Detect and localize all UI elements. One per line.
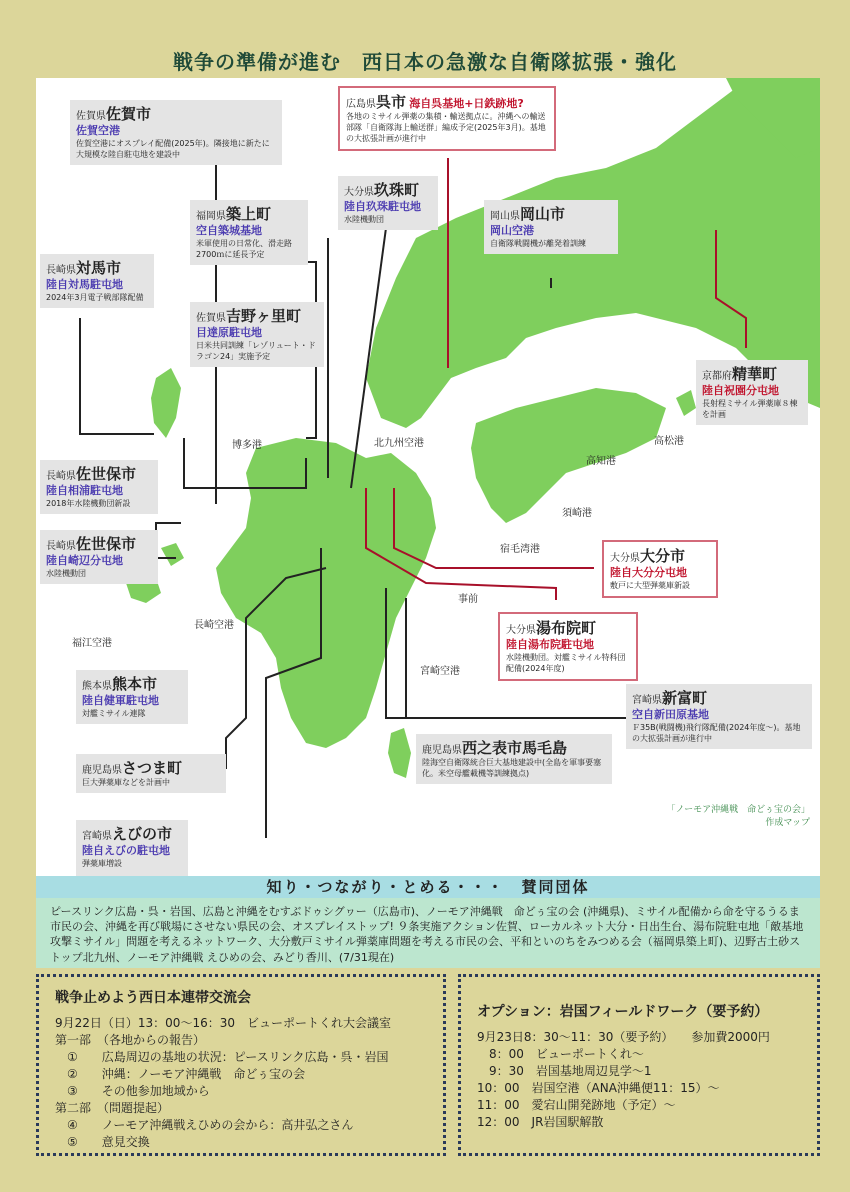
box-nyutabaru [626,684,812,749]
city-label: 築上町 [226,205,272,223]
city-label: さつま町 [122,759,183,777]
desc-label: 米軍使用の日常化、滑走路2700ｍに延長予定 [196,239,292,259]
base-label: 陸自相浦駐屯地 [46,484,123,498]
desc-label: 水陸機動団 [46,569,86,579]
base-label: 陸自玖珠駐屯地 [344,200,421,214]
city-label: 西之表市馬毛島 [462,739,568,757]
desc-label: 佐賀空港にオスプレイ配備(2025年)。隣接地に新たに大規模な陸自駐屯地を建設中 [76,139,270,159]
event1-row: ③ その他参加地域から [55,1084,210,1098]
event2-row: 12：00 JR岩国駅解散 [477,1115,604,1130]
city-label: 呉市 [376,93,407,111]
place-fukue: 福江空港 [72,638,112,649]
base-label: 陸自崎辺分屯地 [46,554,123,568]
box-tsushima [40,254,154,308]
event1-row: 第一部 （各地からの報告） [55,1032,206,1047]
base-label: 空自新田原基地 [632,708,709,722]
map [36,78,820,876]
event1-title: 戦争止めよう西日本連帯交流会 [55,990,251,1006]
event2-row: 11：00 愛宕山開発跡地（予定）～ [477,1098,676,1112]
supporters-band: 知り・つながり・とめる・・・ 賛同団体 [36,876,820,898]
desc-label: 水陸機動団 [344,215,384,225]
line-tsushima [80,318,154,434]
place-takamatsu: 高松港 [654,436,684,447]
pref-label: 長崎県 [46,541,76,552]
base-label: 佐賀空港 [76,124,120,138]
base-label: 岡山空港 [490,224,534,238]
place-kitakyushu: 北九州空港 [374,438,424,449]
city-label: 新富町 [662,689,708,707]
desc-label: 2018年水陸機動団新設 [46,499,131,509]
credit-line1: 「ノーモア沖縄戦 命どぅ宝の会」 [666,805,810,815]
place-sukumo: 宿毛湾港 [500,544,540,555]
event2-row: 9：30 岩国基地周辺見学～1 [477,1063,652,1078]
city-label: 対馬市 [76,259,122,277]
event2-box [458,974,820,1156]
box-chikujo [190,200,308,265]
pref-label: 京都府 [702,371,732,382]
event2-row: 10：00 岩国空港（ANA沖縄便11：15）～ [477,1080,720,1095]
box-yufuin [498,612,638,681]
event1-row: ① 広島周辺の基地の状況：ピースリンク広島・呉・岩国 [55,1049,389,1064]
event2-title: オプション：岩国フィールドワーク（要予約） [477,1004,769,1020]
desc-label: 陸海空自衛隊統合巨大基地建設中(全島を軍事要塞化。米空母艦載機等訓練拠点) [422,758,602,779]
city-label: えびの市 [112,825,173,843]
pref-label: 鹿児島県 [422,745,462,756]
event1-row: ⑤ 意見交換 [55,1135,150,1150]
desc-label: 敷戸に大型弾薬庫新設 [610,581,690,591]
box-satsuma [76,754,226,793]
supporters-text: ピースリンク広島・呉・岩国、広島と沖縄をむすぶドゥシグヮー（広島市)、ノーモア沖縄戦 命どぅ宝の会 (沖縄県)、ミサイル配備から命を守るうるま市民の会、沖縄を再び戦場にさせない県民の会、オスプレイストップ! ９条実施アクション佐賀、ローカルネット大分・日出生台、湯布院駐屯地「敵基地攻撃ミサイル」問題を考えるネットワーク、大分敷戸ミサイル弾薬庫問題を考える市民の会、平和といのちをみつめる会（福岡県築上町)、辺野古土砂ストップ北九州、ノーモア沖縄戦 えひめの会、みどり香川、(7/31現在) [36,898,820,968]
base-label: 海自呉基地+日鉄跡地? [409,97,524,110]
event1-row: ④ ノーモア沖縄戦えひめの会から：高井弘之さん [55,1118,354,1133]
base-label: 陸自大分分屯地 [610,566,687,580]
box-okayama [484,200,618,254]
desc-label: 2024年3月電子戦部隊配備 [46,293,144,303]
city-label: 佐世保市 [76,465,137,483]
desc-label: 巨大弾薬庫などを計画中 [82,778,170,788]
base-label: 陸自祝園分屯地 [702,384,779,398]
place-hakata: 博多港 [232,440,262,451]
pref-label: 熊本県 [82,681,112,692]
city-label: 佐賀市 [106,105,152,123]
box-yoshinogari [190,302,324,367]
place-sukisaki: 須崎港 [562,508,592,519]
line-sasebo1 [184,438,216,504]
page-title: 戦争の準備が進む 西日本の急激な自衛隊拡張・強化 [173,50,677,74]
desc-label: 自衛隊戦闘機が離発着訓練 [490,239,586,249]
box-ebino [76,820,188,876]
place-kochi: 高知港 [586,456,616,467]
base-label: 目達原駐屯地 [196,326,262,340]
box-kure [338,86,556,151]
base-label: 陸自健軍駐屯地 [82,694,159,708]
city-label: 岡山市 [520,205,566,223]
box-mage [416,734,612,784]
credit [606,802,810,828]
pref-label: 広島県 [346,99,376,110]
desc-label: 各地のミサイル弾薬の集積・輸送拠点に。沖縄への輸送部隊「自衛隊海上輸送群」編成予定(2025年3月)。基地の大拡張計画が進行中 [346,112,546,143]
pref-label: 福岡県 [196,211,226,222]
pref-label: 長崎県 [46,265,76,276]
pref-label: 大分県 [344,187,374,198]
city-label: 玖珠町 [374,181,420,199]
place-miyazaki: 宮崎空港 [420,666,460,677]
desc-label: 弾薬庫増設 [82,859,122,869]
box-oita [602,540,718,598]
pref-label: 長崎県 [46,471,76,482]
base-label: 陸自えびの駐屯地 [82,844,170,858]
pref-label: 大分県 [506,625,536,636]
box-kumamoto [76,670,188,724]
desc-label: 対艦ミサイル連隊 [82,709,146,719]
box-kusu [338,176,438,230]
city-label: 佐世保市 [76,535,137,553]
pref-label: 佐賀県 [196,313,226,324]
event1-row: 第二部 （問題提起） [55,1101,170,1116]
city-label: 大分市 [640,547,686,565]
base-label: 陸自対馬駐屯地 [46,278,123,292]
city-label: 吉野ヶ里町 [226,307,302,325]
pref-label: 岡山県 [490,211,520,222]
box-sasebo1 [40,460,158,514]
desc-label: Ｆ35B(戦闘機)飛行隊配備(2024年度～)。基地の大拡張計画が進行中 [632,723,801,743]
event2-row: 8：00 ビューポートくれ～ [477,1046,644,1061]
event1-box [36,974,446,1156]
base-label: 空自築城基地 [196,224,262,238]
desc-label: 日米共同訓練「レゾリュート・ドラゴン24」実施予定 [196,341,316,361]
base-label: 陸自湯布院駐屯地 [506,638,594,652]
land [126,78,820,778]
credit-line2: 作成マップ [765,818,810,828]
place-jizen: 事前 [458,594,478,605]
pref-label: 佐賀県 [76,111,106,122]
place-nagasaki: 長崎空港 [194,620,234,631]
pref-label: 宮崎県 [632,695,662,706]
box-sasebo2 [40,530,158,584]
city-label: 精華町 [732,365,778,383]
pref-label: 鹿児島県 [82,765,122,776]
event1-date: 9月22日（日）13：00～16：30 ビューポートくれ大会議室 [55,1015,391,1030]
event1-row: ② 沖縄：ノーモア沖縄戦 命どぅ宝の会 [55,1066,306,1081]
city-label: 熊本市 [112,675,158,693]
box-seika [696,360,808,425]
box-saga [70,100,282,165]
pref-label: 大分県 [610,553,640,564]
city-label: 湯布院町 [536,619,597,637]
event2-date: 9月23日8：30～11：30（要予約） 参加費2000円 [477,1029,770,1044]
desc-label: 水陸機動団。対艦ミサイル特科団配備(2024年度) [506,653,626,673]
pref-label: 宮崎県 [82,831,112,842]
desc-label: 長射程ミサイル弾薬庫８棟を計画 [702,399,798,419]
